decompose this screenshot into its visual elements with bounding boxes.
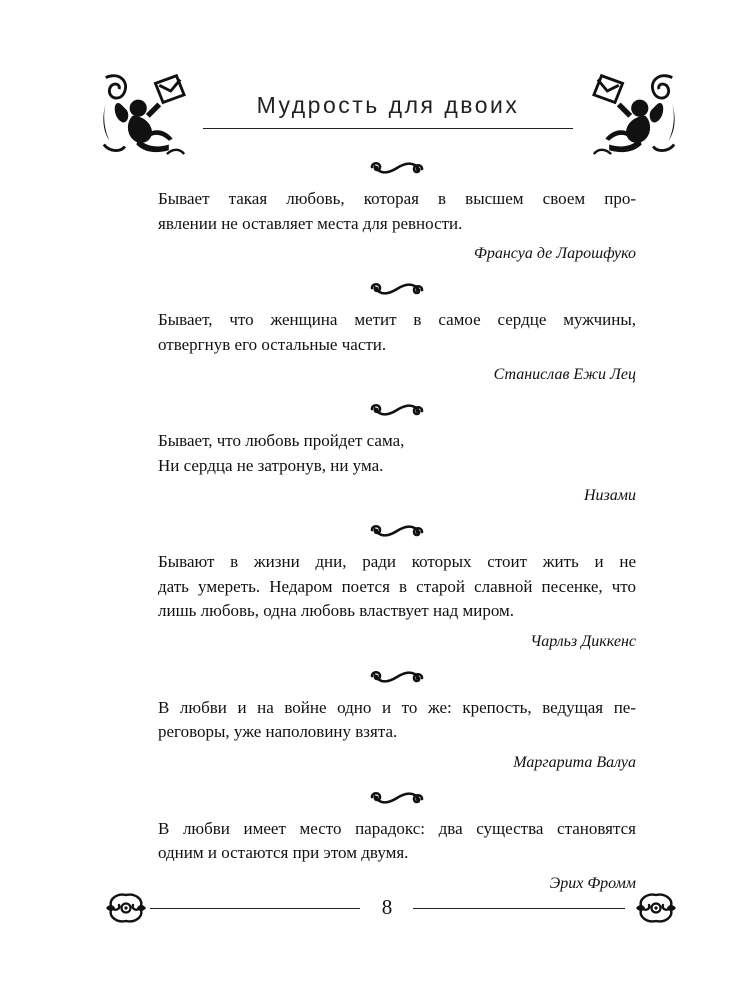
- quote-line: реговоры, уже наполовину взята.: [158, 722, 398, 741]
- footer-rule: [150, 908, 360, 909]
- quote-line: В любви и на войне одно и то же: крепость, ведущая пе-: [158, 697, 636, 717]
- scroll-ornament-icon: [369, 400, 425, 420]
- cherub-with-envelope-icon: [592, 70, 678, 156]
- scroll-ornament-icon: [369, 667, 425, 687]
- flourish-ornament-icon: [103, 892, 149, 924]
- quote-text: [158, 429, 636, 478]
- scroll-ornament-icon: [369, 158, 425, 178]
- scroll-ornament-icon: [369, 788, 425, 808]
- page-number: 8: [381, 895, 393, 919]
- flourish-ornament-icon: [633, 892, 679, 924]
- quote-text: [158, 550, 636, 624]
- quote-text: [158, 696, 636, 745]
- page-footer: [0, 888, 743, 928]
- scroll-ornament-icon: [369, 279, 425, 299]
- quote-line: Бывают в жизни дни, ради которых стоит жить и не: [158, 552, 636, 571]
- running-header-title: Мудрость для двоих: [256, 92, 520, 118]
- quote-list: [158, 158, 636, 896]
- quote-line: явлении не оставляет места для ревности.: [158, 213, 463, 233]
- quote-line: Бывает, что любовь пройдет сама,: [158, 431, 405, 450]
- header-rule: [203, 128, 573, 129]
- quote-author: Станислав Ежи Лец: [493, 366, 636, 383]
- quote-author: Эрих Фромм: [549, 874, 636, 892]
- quote-author: Чарльз Диккенс: [530, 632, 636, 650]
- quote-author: Франсуа де Ларошфуко: [473, 245, 636, 262]
- footer-rule: [413, 908, 625, 909]
- quote-text: [158, 187, 636, 236]
- quote-line: отвергнув его остальные части.: [158, 334, 387, 354]
- quote-line: Ни сердца не затронув, ни ума.: [158, 455, 384, 475]
- scroll-ornament-icon: [369, 521, 425, 541]
- quote-line: одним и остаются при этом двумя.: [158, 843, 409, 862]
- quote-line: дать умереть. Недаром поется в старой славной песенке, что: [158, 576, 636, 596]
- quote-text: [158, 308, 636, 357]
- quote-text: [158, 817, 636, 866]
- quote-line: Бывает такая любовь, которая в высшем своем про-: [158, 189, 636, 208]
- quote-line: В любви имеет место парадокс: два существа становятся: [158, 818, 636, 838]
- quote-author: Маргарита Валуа: [513, 753, 636, 771]
- quote-author: Низами: [583, 487, 636, 504]
- cherub-with-envelope-icon: [100, 70, 186, 156]
- quote-line: лишь любовь, одна любовь властвует над миром.: [158, 601, 515, 620]
- quote-line: Бывает, что женщина метит в самое сердце мужчины,: [158, 310, 636, 329]
